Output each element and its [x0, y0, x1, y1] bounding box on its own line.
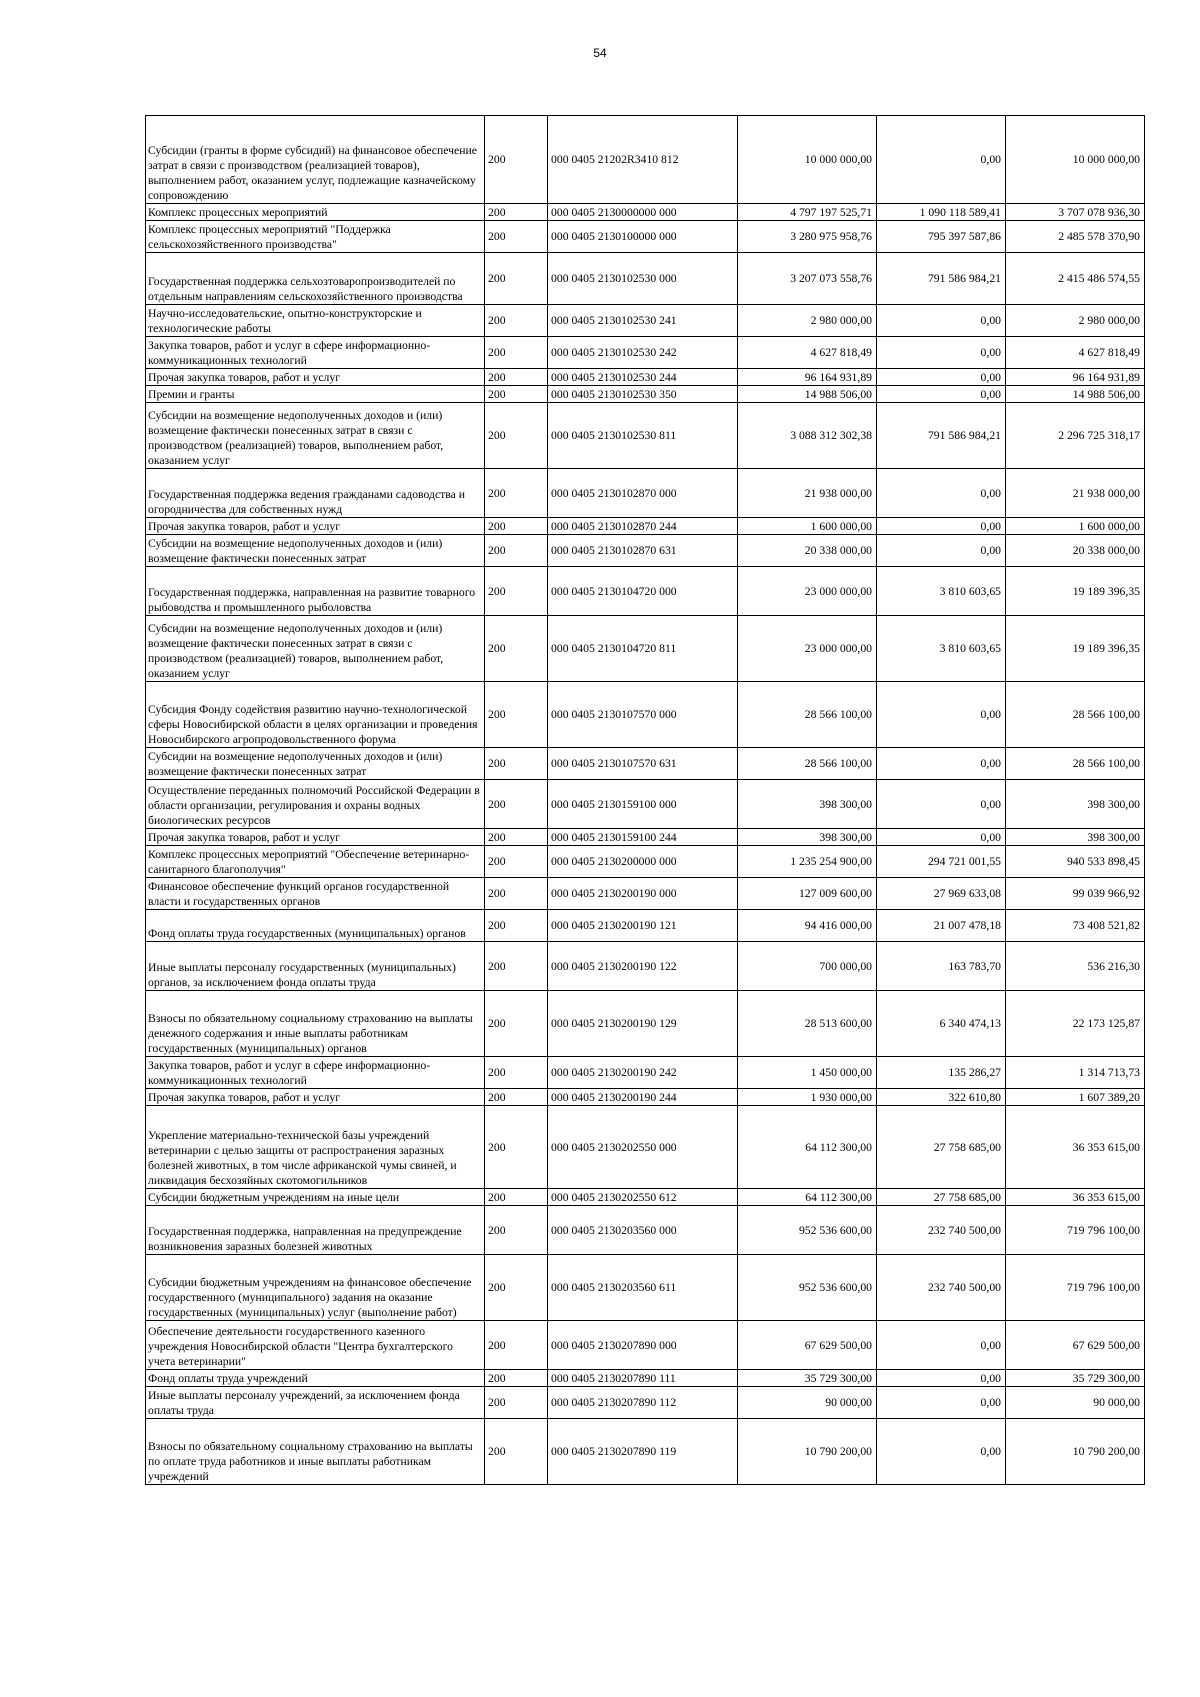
row-executed: 163 783,70 — [877, 942, 1006, 991]
row-line-code: 200 — [485, 1419, 548, 1485]
row-line-code: 200 — [485, 369, 548, 386]
row-executed: 0,00 — [877, 1419, 1006, 1485]
row-budget-code: 000 0405 2130102530 000 — [548, 253, 738, 305]
row-name: Субсидии на возмещение недополученных доходов и (или) возмещение фактически понесенных затрат — [146, 748, 485, 780]
row-approved: 28 513 600,00 — [738, 991, 877, 1057]
row-approved: 10 000 000,00 — [738, 116, 877, 204]
row-executed: 1 090 118 589,41 — [877, 204, 1006, 221]
row-budget-code: 000 0405 2130102870 000 — [548, 469, 738, 518]
row-line-code: 200 — [485, 616, 548, 682]
row-line-code: 200 — [485, 1089, 548, 1106]
table-row — [146, 221, 1145, 253]
row-unexecuted: 398 300,00 — [1006, 780, 1145, 829]
row-line-code: 200 — [485, 403, 548, 469]
table-row — [146, 1255, 1145, 1321]
row-executed: 791 586 984,21 — [877, 403, 1006, 469]
row-executed: 3 810 603,65 — [877, 567, 1006, 616]
row-approved: 952 536 600,00 — [738, 1206, 877, 1255]
row-name: Комплекс процессных мероприятий "Поддержка сельскохозяйственного производства" — [146, 221, 485, 253]
row-budget-code: 000 0405 2130102530 811 — [548, 403, 738, 469]
row-name: Субсидии бюджетным учреждениям на финансовое обеспечение государственного (муниципального) задания на оказание государственных (муниципальных) услуг (выполнение работ) — [146, 1255, 485, 1321]
row-unexecuted: 14 988 506,00 — [1006, 386, 1145, 403]
table-row — [146, 1089, 1145, 1106]
row-approved: 28 566 100,00 — [738, 748, 877, 780]
row-executed: 294 721 001,55 — [877, 846, 1006, 878]
row-executed: 21 007 478,18 — [877, 910, 1006, 942]
row-approved: 1 600 000,00 — [738, 518, 877, 535]
row-budget-code: 000 0405 2130203560 000 — [548, 1206, 738, 1255]
row-line-code: 200 — [485, 116, 548, 204]
row-unexecuted: 22 173 125,87 — [1006, 991, 1145, 1057]
table-row — [146, 1057, 1145, 1089]
row-line-code: 200 — [485, 253, 548, 305]
table-row — [146, 1206, 1145, 1255]
row-executed: 135 286,27 — [877, 1057, 1006, 1089]
row-approved: 64 112 300,00 — [738, 1106, 877, 1189]
row-line-code: 200 — [485, 1387, 548, 1419]
row-executed: 232 740 500,00 — [877, 1255, 1006, 1321]
row-name: Субсидии на возмещение недополученных доходов и (или) возмещение фактически понесенных затрат в связи с производством (реализацией) товаров, выполнением работ, оказанием услуг — [146, 403, 485, 469]
row-budget-code: 000 0405 2130207890 111 — [548, 1370, 738, 1387]
row-line-code: 200 — [485, 942, 548, 991]
row-name: Прочая закупка товаров, работ и услуг — [146, 1089, 485, 1106]
row-name: Государственная поддержка, направленная на развитие товарного рыбоводства и промышленного рыболовства — [146, 567, 485, 616]
table-row — [146, 829, 1145, 846]
table-row — [146, 403, 1145, 469]
row-unexecuted: 28 566 100,00 — [1006, 682, 1145, 748]
row-line-code: 200 — [485, 682, 548, 748]
row-approved: 94 416 000,00 — [738, 910, 877, 942]
row-name: Взносы по обязательному социальному страхованию на выплаты денежного содержания и иные выплаты работникам государственных (муниципальных) органов — [146, 991, 485, 1057]
table-row — [146, 116, 1145, 204]
row-budget-code: 000 0405 2130202550 612 — [548, 1189, 738, 1206]
table-row — [146, 535, 1145, 567]
row-approved: 3 207 073 558,76 — [738, 253, 877, 305]
row-budget-code: 000 0405 2130102530 242 — [548, 337, 738, 369]
row-name: Прочая закупка товаров, работ и услуг — [146, 518, 485, 535]
table-row — [146, 518, 1145, 535]
row-name: Научно-исследовательские, опытно-конструкторские и технологические работы — [146, 305, 485, 337]
row-approved: 23 000 000,00 — [738, 616, 877, 682]
row-name: Государственная поддержка, направленная на предупреждение возникновения заразных болезней животных — [146, 1206, 485, 1255]
page-number: 54 — [593, 46, 607, 60]
row-approved: 23 000 000,00 — [738, 567, 877, 616]
row-approved: 3 088 312 302,38 — [738, 403, 877, 469]
row-budget-code: 000 0405 2130102530 241 — [548, 305, 738, 337]
row-approved: 127 009 600,00 — [738, 878, 877, 910]
table-row — [146, 780, 1145, 829]
table-row — [146, 1189, 1145, 1206]
table-row — [146, 846, 1145, 878]
budget-table — [145, 115, 1145, 1485]
row-line-code: 200 — [485, 518, 548, 535]
table-row — [146, 991, 1145, 1057]
row-budget-code: 000 0405 2130200190 121 — [548, 910, 738, 942]
row-approved: 64 112 300,00 — [738, 1189, 877, 1206]
row-approved: 21 938 000,00 — [738, 469, 877, 518]
row-line-code: 200 — [485, 469, 548, 518]
row-name: Государственная поддержка сельхозтоваропроизводителей по отдельным направлениям сельскохозяйственного производства — [146, 253, 485, 305]
row-budget-code: 000 0405 2130200190 122 — [548, 942, 738, 991]
row-budget-code: 000 0405 2130000000 000 — [548, 204, 738, 221]
row-executed: 3 810 603,65 — [877, 616, 1006, 682]
row-unexecuted: 719 796 100,00 — [1006, 1206, 1145, 1255]
row-approved: 4 797 197 525,71 — [738, 204, 877, 221]
row-budget-code: 000 0405 2130107570 631 — [548, 748, 738, 780]
row-budget-code: 000 0405 2130102870 244 — [548, 518, 738, 535]
row-line-code: 200 — [485, 204, 548, 221]
row-budget-code: 000 0405 2130200190 129 — [548, 991, 738, 1057]
row-name: Премии и гранты — [146, 386, 485, 403]
table-row — [146, 567, 1145, 616]
row-executed: 0,00 — [877, 369, 1006, 386]
row-line-code: 200 — [485, 846, 548, 878]
row-budget-code: 000 0405 2130200000 000 — [548, 846, 738, 878]
row-executed: 791 586 984,21 — [877, 253, 1006, 305]
row-line-code: 200 — [485, 1057, 548, 1089]
table-row — [146, 369, 1145, 386]
row-executed: 0,00 — [877, 682, 1006, 748]
row-budget-code: 000 0405 2130200190 244 — [548, 1089, 738, 1106]
row-line-code: 200 — [485, 567, 548, 616]
row-unexecuted: 2 980 000,00 — [1006, 305, 1145, 337]
row-name: Закупка товаров, работ и услуг в сфере информационно-коммуникационных технологий — [146, 337, 485, 369]
row-unexecuted: 19 189 396,35 — [1006, 567, 1145, 616]
table-row — [146, 942, 1145, 991]
table-row — [146, 469, 1145, 518]
row-approved: 96 164 931,89 — [738, 369, 877, 386]
row-line-code: 200 — [485, 1321, 548, 1370]
row-budget-code: 000 0405 2130102870 631 — [548, 535, 738, 567]
row-unexecuted: 719 796 100,00 — [1006, 1255, 1145, 1321]
table-row — [146, 204, 1145, 221]
row-name: Осуществление переданных полномочий Российской Федерации в области организации, регулирования и охраны водных биологических ресурсов — [146, 780, 485, 829]
row-budget-code: 000 0405 2130200190 242 — [548, 1057, 738, 1089]
row-budget-code: 000 0405 2130159100 000 — [548, 780, 738, 829]
row-executed: 0,00 — [877, 337, 1006, 369]
row-approved: 700 000,00 — [738, 942, 877, 991]
row-unexecuted: 4 627 818,49 — [1006, 337, 1145, 369]
row-executed: 322 610,80 — [877, 1089, 1006, 1106]
row-executed: 795 397 587,86 — [877, 221, 1006, 253]
row-executed: 0,00 — [877, 386, 1006, 403]
row-budget-code: 000 0405 2130202550 000 — [548, 1106, 738, 1189]
row-name: Комплекс процессных мероприятий "Обеспечение ветеринарно-санитарного благополучия" — [146, 846, 485, 878]
row-unexecuted: 1 600 000,00 — [1006, 518, 1145, 535]
table-row — [146, 1321, 1145, 1370]
row-name: Финансовое обеспечение функций органов государственной власти и государственных органов — [146, 878, 485, 910]
row-unexecuted: 536 216,30 — [1006, 942, 1145, 991]
row-approved: 90 000,00 — [738, 1387, 877, 1419]
row-line-code: 200 — [485, 337, 548, 369]
row-budget-code: 000 0405 2130203560 611 — [548, 1255, 738, 1321]
row-name: Субсидии на возмещение недополученных доходов и (или) возмещение фактически понесенных затрат — [146, 535, 485, 567]
row-executed: 27 758 685,00 — [877, 1189, 1006, 1206]
row-executed: 0,00 — [877, 1321, 1006, 1370]
row-budget-code: 000 0405 2130100000 000 — [548, 221, 738, 253]
row-unexecuted: 3 707 078 936,30 — [1006, 204, 1145, 221]
row-line-code: 200 — [485, 991, 548, 1057]
row-unexecuted: 90 000,00 — [1006, 1387, 1145, 1419]
row-budget-code: 000 0405 2130207890 000 — [548, 1321, 738, 1370]
row-name: Иные выплаты персоналу государственных (муниципальных) органов, за исключением фонда оплаты труда — [146, 942, 485, 991]
row-executed: 0,00 — [877, 1387, 1006, 1419]
row-unexecuted: 67 629 500,00 — [1006, 1321, 1145, 1370]
row-unexecuted: 1 607 389,20 — [1006, 1089, 1145, 1106]
row-line-code: 200 — [485, 535, 548, 567]
row-executed: 0,00 — [877, 305, 1006, 337]
row-unexecuted: 35 729 300,00 — [1006, 1370, 1145, 1387]
row-unexecuted: 36 353 615,00 — [1006, 1106, 1145, 1189]
row-name: Государственная поддержка ведения гражданами садоводства и огородничества для собственных нужд — [146, 469, 485, 518]
row-line-code: 200 — [485, 780, 548, 829]
row-approved: 1 930 000,00 — [738, 1089, 877, 1106]
row-budget-code: 000 0405 21202R3410 812 — [548, 116, 738, 204]
row-name: Взносы по обязательному социальному страхованию на выплаты по оплате труда работников и иные выплаты работникам учреждений — [146, 1419, 485, 1485]
row-name: Обеспечение деятельности государственного казенного учреждения Новосибирской области "Центра бухгалтерского учета ветеринарии" — [146, 1321, 485, 1370]
row-executed: 0,00 — [877, 780, 1006, 829]
row-unexecuted: 1 314 713,73 — [1006, 1057, 1145, 1089]
table-row — [146, 386, 1145, 403]
row-executed: 0,00 — [877, 829, 1006, 846]
row-name: Субсидии (гранты в форме субсидий) на финансовое обеспечение затрат в связи с производством (реализацией товаров), выполнением работ, оказанием услуг, подлежащие казначейскому сопровождению — [146, 116, 485, 204]
row-unexecuted: 20 338 000,00 — [1006, 535, 1145, 567]
row-budget-code: 000 0405 2130104720 811 — [548, 616, 738, 682]
row-budget-code: 000 0405 2130107570 000 — [548, 682, 738, 748]
row-name: Комплекс процессных мероприятий — [146, 204, 485, 221]
row-approved: 1 235 254 900,00 — [738, 846, 877, 878]
row-executed: 6 340 474,13 — [877, 991, 1006, 1057]
row-line-code: 200 — [485, 878, 548, 910]
row-approved: 952 536 600,00 — [738, 1255, 877, 1321]
table-row — [146, 1370, 1145, 1387]
row-approved: 20 338 000,00 — [738, 535, 877, 567]
row-line-code: 200 — [485, 748, 548, 780]
row-executed: 0,00 — [877, 748, 1006, 780]
row-executed: 232 740 500,00 — [877, 1206, 1006, 1255]
row-executed: 0,00 — [877, 116, 1006, 204]
row-name: Закупка товаров, работ и услуг в сфере информационно-коммуникационных технологий — [146, 1057, 485, 1089]
row-approved: 28 566 100,00 — [738, 682, 877, 748]
row-approved: 398 300,00 — [738, 829, 877, 846]
row-unexecuted: 2 485 578 370,90 — [1006, 221, 1145, 253]
table-row — [146, 616, 1145, 682]
row-executed: 27 758 685,00 — [877, 1106, 1006, 1189]
row-unexecuted: 73 408 521,82 — [1006, 910, 1145, 942]
row-executed: 0,00 — [877, 1370, 1006, 1387]
row-unexecuted: 28 566 100,00 — [1006, 748, 1145, 780]
table-row — [146, 878, 1145, 910]
row-approved: 67 629 500,00 — [738, 1321, 877, 1370]
table-row — [146, 253, 1145, 305]
row-line-code: 200 — [485, 1106, 548, 1189]
row-executed: 0,00 — [877, 518, 1006, 535]
row-line-code: 200 — [485, 221, 548, 253]
row-budget-code: 000 0405 2130159100 244 — [548, 829, 738, 846]
table-row — [146, 1106, 1145, 1189]
row-line-code: 200 — [485, 305, 548, 337]
row-executed: 27 969 633,08 — [877, 878, 1006, 910]
row-executed: 0,00 — [877, 469, 1006, 518]
row-approved: 4 627 818,49 — [738, 337, 877, 369]
row-unexecuted: 10 000 000,00 — [1006, 116, 1145, 204]
row-line-code: 200 — [485, 910, 548, 942]
row-name: Субсидия Фонду содействия развитию научно-технологической сферы Новосибирской области в целях организации и проведения Новосибирского агропродовольственного форума — [146, 682, 485, 748]
table-row — [146, 1387, 1145, 1419]
row-line-code: 200 — [485, 1189, 548, 1206]
row-name: Субсидии бюджетным учреждениям на иные цели — [146, 1189, 485, 1206]
row-line-code: 200 — [485, 829, 548, 846]
row-approved: 14 988 506,00 — [738, 386, 877, 403]
row-line-code: 200 — [485, 1255, 548, 1321]
table-body — [146, 116, 1145, 1485]
row-budget-code: 000 0405 2130104720 000 — [548, 567, 738, 616]
row-name: Прочая закупка товаров, работ и услуг — [146, 369, 485, 386]
row-name: Фонд оплаты труда учреждений — [146, 1370, 485, 1387]
row-unexecuted: 96 164 931,89 — [1006, 369, 1145, 386]
row-approved: 1 450 000,00 — [738, 1057, 877, 1089]
row-line-code: 200 — [485, 386, 548, 403]
row-line-code: 200 — [485, 1370, 548, 1387]
table-row — [146, 1419, 1145, 1485]
row-executed: 0,00 — [877, 535, 1006, 567]
row-name: Прочая закупка товаров, работ и услуг — [146, 829, 485, 846]
row-unexecuted: 21 938 000,00 — [1006, 469, 1145, 518]
table-row — [146, 305, 1145, 337]
row-budget-code: 000 0405 2130102530 350 — [548, 386, 738, 403]
row-unexecuted: 19 189 396,35 — [1006, 616, 1145, 682]
table-row — [146, 748, 1145, 780]
row-budget-code: 000 0405 2130102530 244 — [548, 369, 738, 386]
row-budget-code: 000 0405 2130200190 000 — [548, 878, 738, 910]
row-unexecuted: 2 296 725 318,17 — [1006, 403, 1145, 469]
table-row — [146, 682, 1145, 748]
table-row — [146, 910, 1145, 942]
row-name: Укрепление материально-технической базы учреждений ветеринарии с целью защиты от распространения заразных болезней животных, в том числе африканской чумы свиней, и ликвидация бесхозяйных скотомогильников — [146, 1106, 485, 1189]
row-approved: 35 729 300,00 — [738, 1370, 877, 1387]
row-approved: 2 980 000,00 — [738, 305, 877, 337]
row-approved: 398 300,00 — [738, 780, 877, 829]
row-unexecuted: 398 300,00 — [1006, 829, 1145, 846]
row-name: Фонд оплаты труда государственных (муниципальных) органов — [146, 910, 485, 942]
row-approved: 10 790 200,00 — [738, 1419, 877, 1485]
row-unexecuted: 2 415 486 574,55 — [1006, 253, 1145, 305]
row-unexecuted: 940 533 898,45 — [1006, 846, 1145, 878]
row-approved: 3 280 975 958,76 — [738, 221, 877, 253]
table-row — [146, 337, 1145, 369]
row-name: Иные выплаты персоналу учреждений, за исключением фонда оплаты труда — [146, 1387, 485, 1419]
row-budget-code: 000 0405 2130207890 119 — [548, 1419, 738, 1485]
row-unexecuted: 99 039 966,92 — [1006, 878, 1145, 910]
row-unexecuted: 10 790 200,00 — [1006, 1419, 1145, 1485]
row-budget-code: 000 0405 2130207890 112 — [548, 1387, 738, 1419]
row-name: Субсидии на возмещение недополученных доходов и (или) возмещение фактически понесенных затрат в связи с производством (реализацией) товаров, выполнением работ, оказанием услуг — [146, 616, 485, 682]
row-unexecuted: 36 353 615,00 — [1006, 1189, 1145, 1206]
row-line-code: 200 — [485, 1206, 548, 1255]
